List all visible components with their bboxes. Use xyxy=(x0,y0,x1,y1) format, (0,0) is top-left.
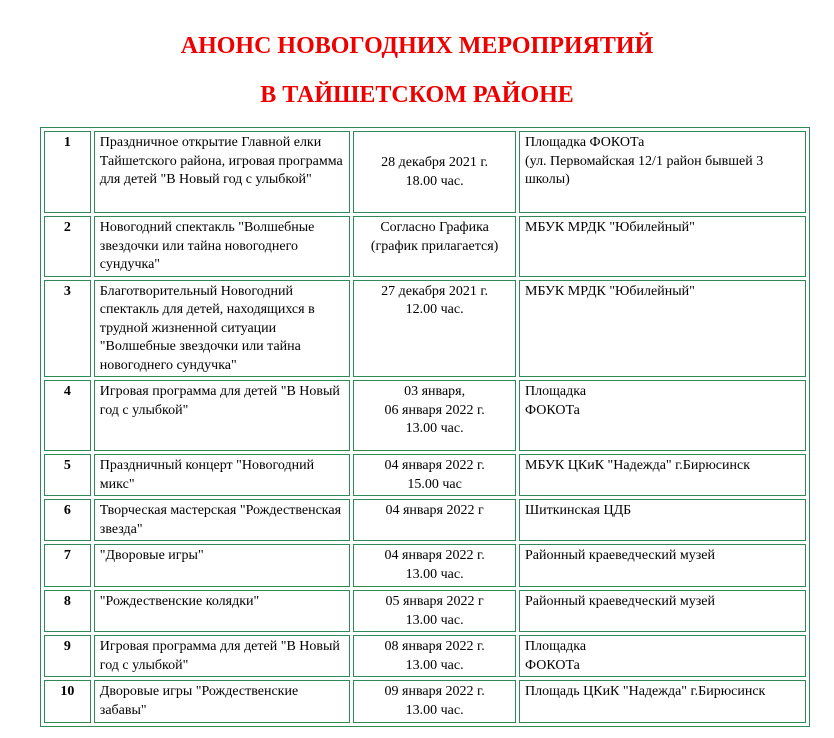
event-description: Творческая мастерская "Рождественская звезда" xyxy=(94,499,350,541)
event-description: Праздничный концерт "Новогодний микс" xyxy=(94,454,350,496)
event-date-line: 09 января 2022 г. xyxy=(384,684,485,699)
event-date-line: 06 января 2022 г. xyxy=(384,402,485,418)
table-row xyxy=(44,499,806,541)
event-date-line: 28 декабря 2021 г. xyxy=(381,155,489,170)
event-number: 10 xyxy=(44,680,91,723)
event-date xyxy=(353,131,516,213)
event-number: 6 xyxy=(44,499,91,541)
event-date-line: 13.00 час. xyxy=(405,566,464,582)
event-description: Благотворительный Новогодний спектакль для детей, находящихся в трудной жизненной ситуации "Волшебные звездочки или тайна новогоднего сундучка" xyxy=(94,280,350,378)
event-date xyxy=(353,635,516,677)
event-place-line: Шиткинская ЦДБ xyxy=(525,503,632,518)
event-description: Праздничное открытие Главной елки Тайшетского района, игровая программа для детей "В Новый год с улыбкой" xyxy=(94,131,350,213)
event-date xyxy=(353,680,516,723)
event-place-line: (ул. Первомайская 12/1 район бывшей 3 школы) xyxy=(525,153,764,187)
table-row xyxy=(44,280,806,378)
event-number: 1 xyxy=(44,131,91,213)
table-row xyxy=(44,380,806,451)
event-place-line: МБУК ЦКиК "Надежда" г.Бирюсинск xyxy=(525,458,751,473)
event-date-line: 13.00 час. xyxy=(405,421,464,436)
event-number: 8 xyxy=(44,590,91,632)
event-place-line: Площадка xyxy=(525,639,587,654)
event-place xyxy=(519,544,806,587)
event-place-line: ФОКОТа xyxy=(525,657,580,673)
event-date xyxy=(353,590,516,632)
event-place xyxy=(519,680,806,723)
table-row xyxy=(44,216,806,277)
event-number: 5 xyxy=(44,454,91,496)
table-row xyxy=(44,454,806,496)
event-place-line: МБУК МРДК "Юбилейный" xyxy=(525,283,695,299)
table-row xyxy=(44,590,806,632)
page-title: АНОНС НОВОГОДНИХ МЕРОПРИЯТИЙ xyxy=(180,33,654,59)
event-place-line: Районный краеведческий музей xyxy=(525,548,715,563)
event-date xyxy=(353,380,516,451)
events-table xyxy=(40,127,810,727)
event-place xyxy=(519,454,806,496)
event-place-line: МБУК МРДК "Юбилейный" xyxy=(525,220,695,235)
event-place xyxy=(519,216,806,277)
event-description: Новогодний спектакль "Волшебные звездочки или тайна новогоднего сундучка" xyxy=(94,216,350,277)
event-number: 3 xyxy=(44,280,91,378)
table-row xyxy=(44,680,806,723)
event-date xyxy=(353,280,516,378)
event-date xyxy=(353,216,516,277)
event-place xyxy=(519,280,806,378)
event-date-line: 04 января 2022 г xyxy=(385,503,484,518)
event-place xyxy=(519,380,806,451)
event-date-line: 12.00 час. xyxy=(405,302,464,317)
event-description: Игровая программа для детей "В Новый год с улыбкой" xyxy=(94,635,350,677)
event-number: 9 xyxy=(44,635,91,677)
event-date-line: 08 января 2022 г. xyxy=(384,639,485,654)
event-date-line: 03 января, xyxy=(404,384,466,399)
event-description: "Рождественские колядки" xyxy=(94,590,350,632)
event-date-line: Согласно Графика (график прилагается) xyxy=(370,220,499,254)
event-number: 2 xyxy=(44,216,91,277)
event-date-line: 04 января 2022 г. xyxy=(384,458,485,473)
page-subtitle: В ТАЙШЕТСКОМ РАЙОНЕ xyxy=(260,82,574,108)
event-date-line: 15.00 час xyxy=(407,476,462,492)
event-place xyxy=(519,131,806,213)
event-place-line: ФОКОТа xyxy=(525,402,580,418)
event-date-line: 18.00 час. xyxy=(405,173,464,189)
event-date-line: 27 декабря 2021 г. xyxy=(381,283,489,299)
event-place-line: Площадка ФОКОТа xyxy=(525,135,645,150)
event-date-line: 13.00 час. xyxy=(405,702,464,718)
event-date-line: 04 января 2022 г. xyxy=(384,548,485,563)
table-row xyxy=(44,544,806,587)
event-place-line: Площадь ЦКиК "Надежда" г.Бирюсинск xyxy=(525,684,766,699)
event-description: "Дворовые игры" xyxy=(94,544,350,587)
event-number: 4 xyxy=(44,380,91,451)
event-date xyxy=(353,499,516,541)
event-date xyxy=(353,454,516,496)
event-place xyxy=(519,635,806,677)
event-place xyxy=(519,499,806,541)
event-place-line: Площадка xyxy=(525,384,587,399)
table-row xyxy=(44,131,806,213)
event-place xyxy=(519,590,806,632)
event-description: Игровая программа для детей "В Новый год с улыбкой" xyxy=(94,380,350,451)
event-date-line: 13.00 час. xyxy=(405,612,464,628)
table-row xyxy=(44,635,806,677)
event-date xyxy=(353,544,516,587)
event-date-line: 13.00 час. xyxy=(405,657,464,673)
event-number: 7 xyxy=(44,544,91,587)
event-description: Дворовые игры "Рождественские забавы" xyxy=(94,680,350,723)
event-date-line: 05 января 2022 г xyxy=(385,594,484,609)
event-place-line: Районный краеведческий музей xyxy=(525,594,715,609)
